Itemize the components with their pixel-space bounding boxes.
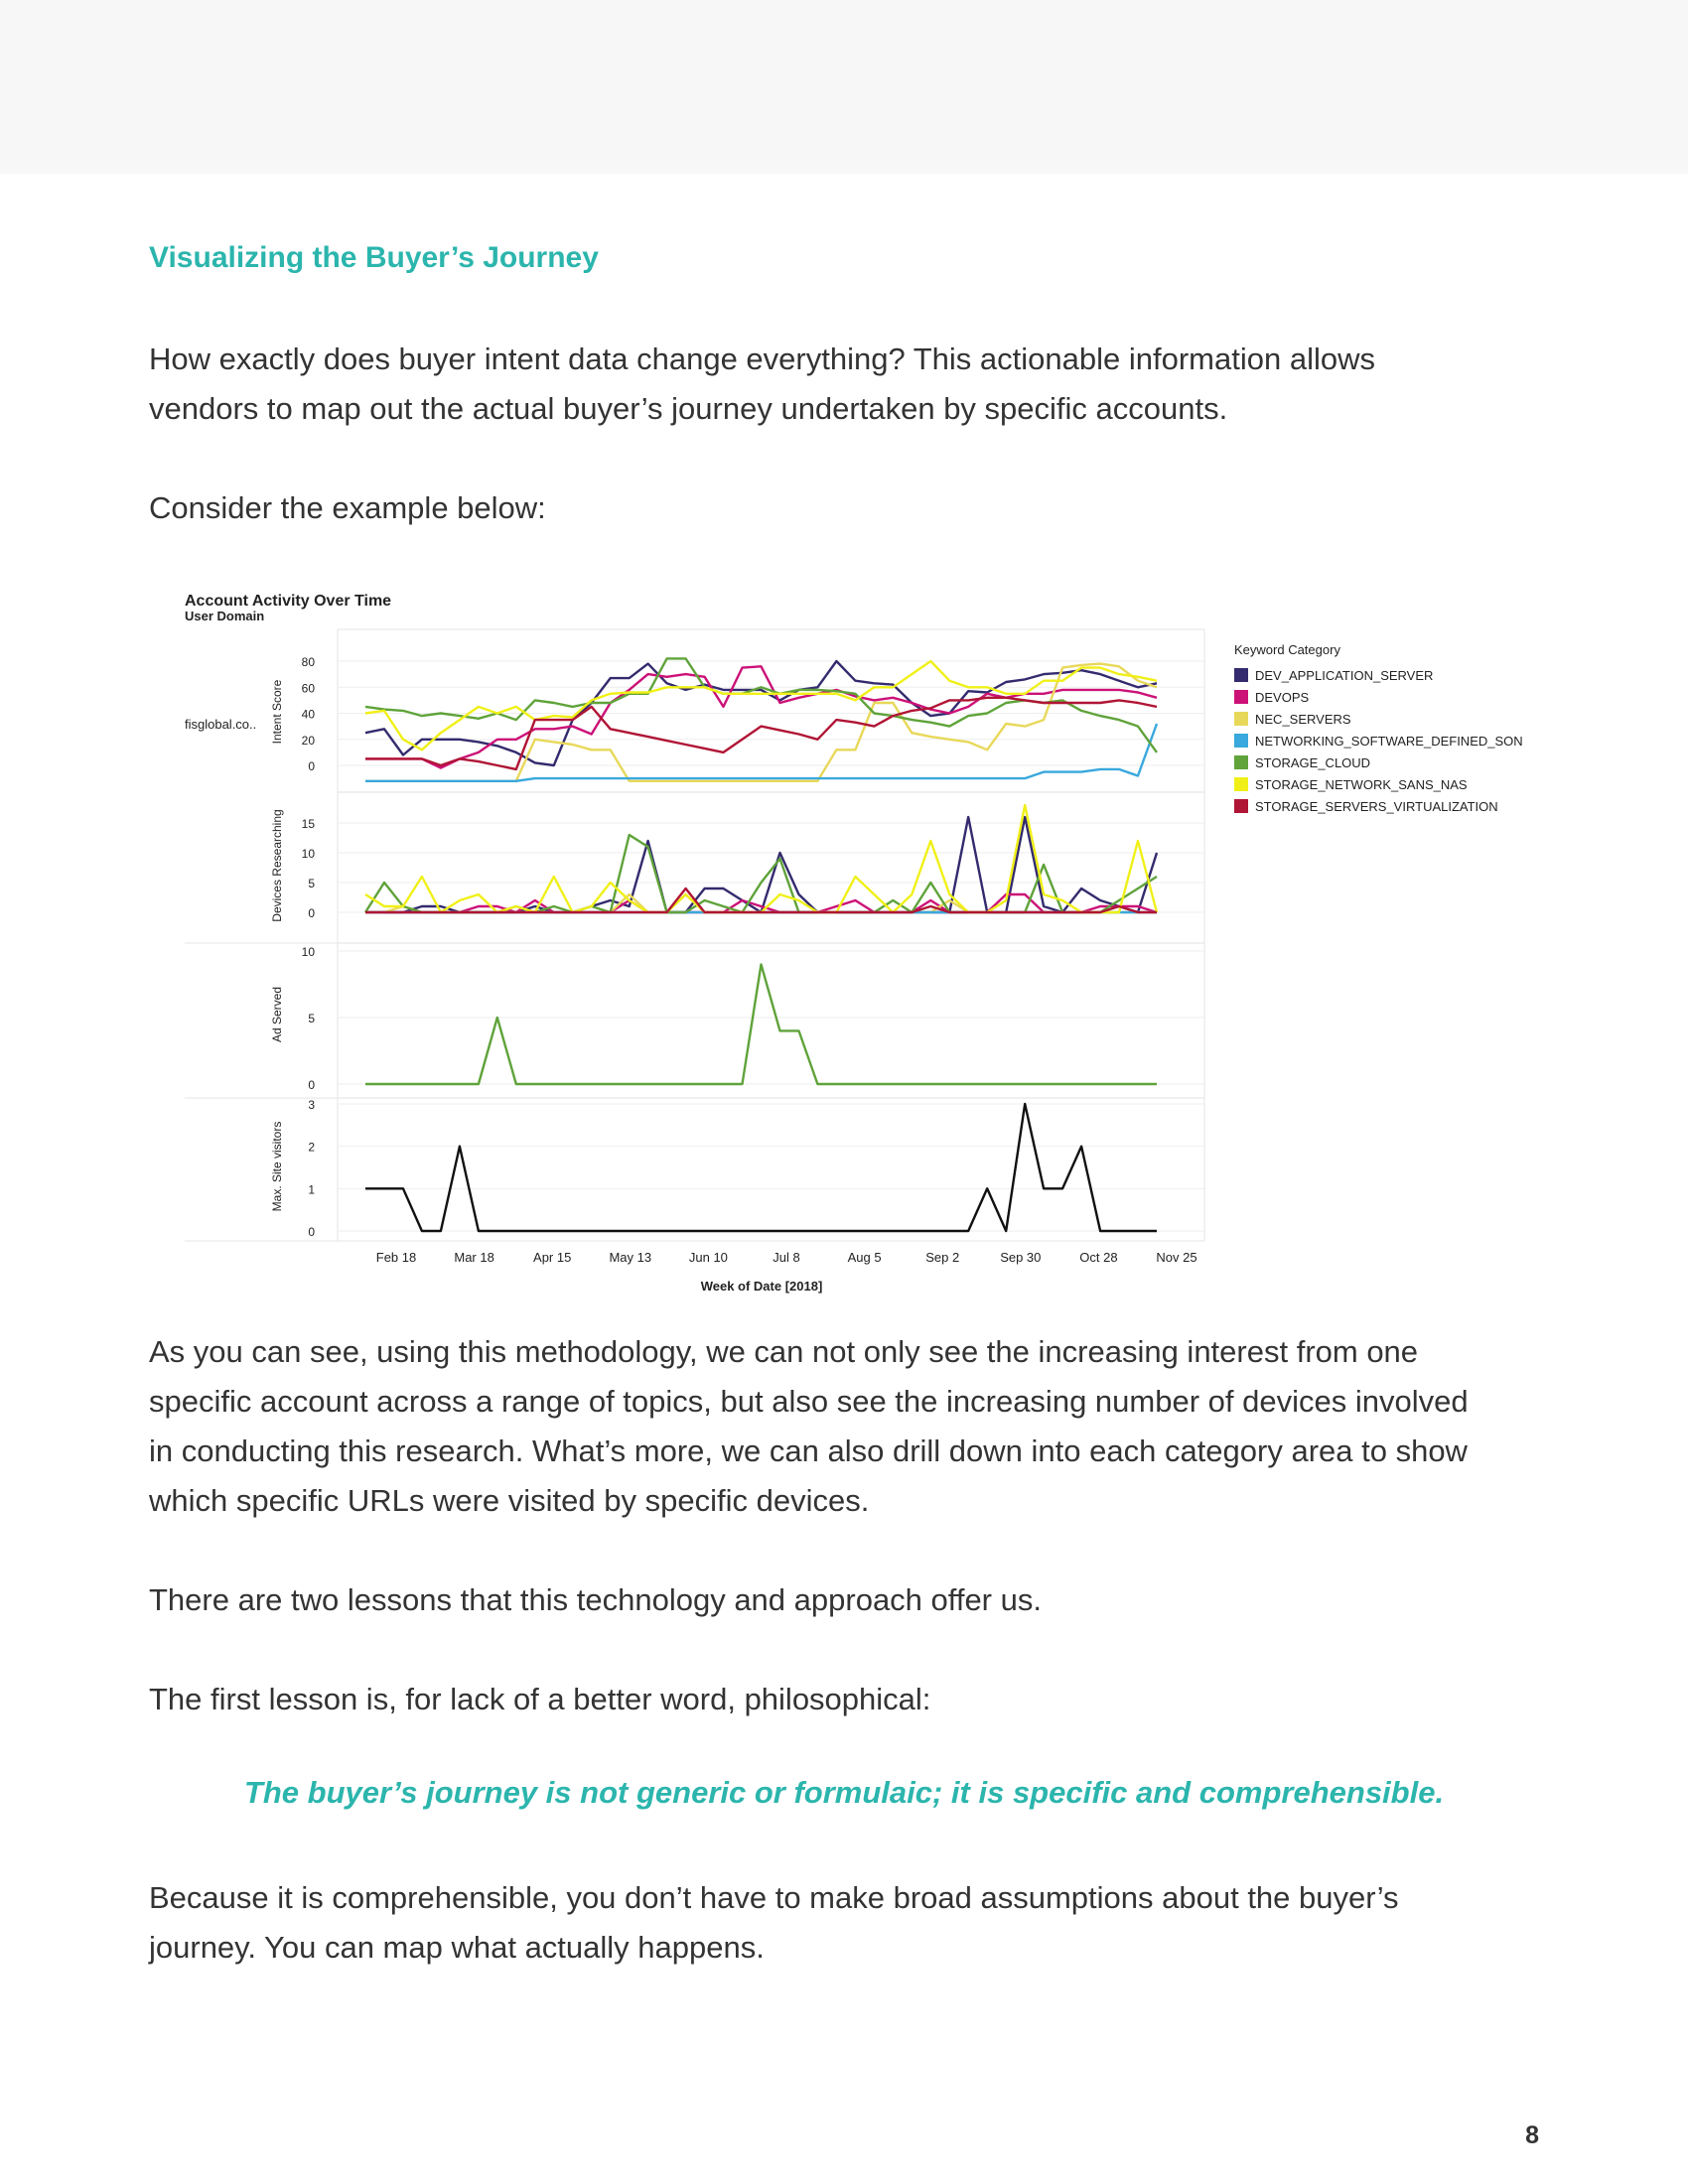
series-line-networking-software-defined-son <box>365 724 1157 781</box>
y-tick-label: 0 <box>308 906 315 920</box>
x-tick-label: Sep 30 <box>1000 1250 1042 1265</box>
legend-swatch <box>1234 712 1248 726</box>
series-line-storage-servers-virtualization <box>365 888 1157 912</box>
x-tick-label: Jun 10 <box>688 1250 728 1265</box>
y-tick-label: 5 <box>308 1012 315 1025</box>
y-tick-label: 0 <box>308 1078 315 1092</box>
series-line-storage-cloud <box>365 964 1157 1084</box>
lessons-paragraph: There are two lessons that this technology and approach offer us. <box>149 1582 1042 1617</box>
x-axis-label: Week of Date [2018] <box>700 1279 823 1294</box>
x-tick-label: Nov 25 <box>1156 1250 1197 1265</box>
series-line-dev-application-server <box>365 661 1157 765</box>
legend-label: STORAGE_CLOUD <box>1255 755 1371 770</box>
x-tick-label: Feb 18 <box>375 1250 417 1265</box>
series-line-devops <box>365 666 1157 767</box>
series-line-storage-cloud <box>365 658 1157 752</box>
page-header-band <box>0 0 1688 174</box>
legend-swatch <box>1234 755 1248 769</box>
y-axis-label: Devices Researching <box>270 809 284 922</box>
series-line-storage-cloud <box>365 835 1157 912</box>
y-tick-label: 10 <box>301 945 315 959</box>
chart-subtitle: User Domain <box>185 609 265 623</box>
series-line-storage-servers-virtualization <box>365 698 1157 769</box>
explanation-line-3: in conducting this research. What’s more, we can also drill down into each category area to show <box>149 1433 1468 1468</box>
legend-swatch <box>1234 668 1248 682</box>
y-tick-label: 15 <box>301 817 315 831</box>
example-lead: Consider the example below: <box>149 490 546 525</box>
y-tick-label: 80 <box>301 655 315 669</box>
chart-title: Account Activity Over Time <box>185 593 392 610</box>
legend-label: NETWORKING_SOFTWARE_DEFINED_SON <box>1255 734 1523 749</box>
y-tick-label: 40 <box>301 707 315 722</box>
series-line-nec-servers <box>365 894 1157 912</box>
first-lesson-paragraph: The first lesson is, for lack of a better word, philosophical: <box>149 1682 931 1716</box>
chart-frame <box>338 629 1204 1241</box>
closing-line-1: Because it is comprehensible, you don’t have to make broad assumptions about the buyer’s <box>149 1880 1399 1915</box>
y-tick-label: 2 <box>308 1140 315 1155</box>
legend-swatch <box>1234 734 1248 748</box>
highlight-quote: The buyer’s journey is not generic or formulaic; it is specific and comprehensible. <box>243 1775 1445 1810</box>
x-tick-label: Apr 15 <box>533 1250 572 1265</box>
legend-label: NEC_SERVERS <box>1255 712 1351 727</box>
x-tick-label: May 13 <box>609 1250 652 1265</box>
y-axis-label: Max. Site visitors <box>270 1121 284 1212</box>
legend-label: STORAGE_SERVERS_VIRTUALIZATION <box>1255 799 1498 814</box>
page-number: 8 <box>1525 2121 1539 2149</box>
explanation-line-1: As you can see, using this methodology, we can not only see the increasing interest from one <box>149 1334 1419 1369</box>
x-tick-label: Sep 2 <box>925 1250 960 1265</box>
closing-line-2: journey. You can map what actually happens. <box>149 1930 765 1965</box>
legend-label: DEV_APPLICATION_SERVER <box>1255 668 1434 683</box>
legend-swatch <box>1234 777 1248 791</box>
intro-line-1: How exactly does buyer intent data change everything? This actionable information allows <box>149 341 1375 376</box>
legend-swatch <box>1234 799 1248 813</box>
series-line-dev-application-server <box>365 817 1157 912</box>
series-line-max. site visitors <box>365 1104 1157 1231</box>
x-tick-label: Oct 28 <box>1079 1250 1118 1265</box>
legend-title: Keyword Category <box>1234 642 1340 657</box>
x-tick-label: Aug 5 <box>847 1250 882 1265</box>
row-label: fisglobal.co.. <box>185 717 257 732</box>
intro-paragraph <box>149 335 1559 434</box>
x-tick-label: Mar 18 <box>454 1250 494 1265</box>
closing-paragraph <box>149 1873 1559 1973</box>
legend-label: DEVOPS <box>1255 690 1310 705</box>
y-tick-label: 5 <box>308 877 315 890</box>
explanation-line-4: which specific URLs were visited by specific devices. <box>149 1483 870 1518</box>
y-tick-label: 0 <box>308 759 315 773</box>
y-axis-label: Intent Score <box>270 679 284 745</box>
intro-line-2: vendors to map out the actual buyer’s journey undertaken by specific accounts. <box>149 391 1228 426</box>
y-tick-label: 10 <box>301 847 315 861</box>
y-tick-label: 20 <box>301 733 315 748</box>
y-axis-label: Ad Served <box>270 986 284 1043</box>
legend-swatch <box>1234 690 1248 704</box>
section-heading: Visualizing the Buyer’s Journey <box>149 241 599 274</box>
series-line-storage-network-sans-nas <box>365 805 1157 912</box>
explanation-line-2: specific account across a range of topics, but also see the increasing number of devices involved <box>149 1384 1469 1419</box>
series-line-devops <box>365 894 1157 912</box>
y-tick-label: 3 <box>308 1098 315 1112</box>
y-tick-label: 1 <box>308 1182 315 1197</box>
y-tick-label: 60 <box>301 681 315 696</box>
y-tick-label: 0 <box>308 1225 315 1239</box>
x-tick-label: Jul 8 <box>773 1250 800 1265</box>
explanation-paragraph <box>149 1327 1559 1526</box>
legend-label: STORAGE_NETWORK_SANS_NAS <box>1255 777 1468 792</box>
series-line-storage-network-sans-nas <box>365 661 1157 750</box>
series-line-nec-servers <box>365 664 1157 781</box>
